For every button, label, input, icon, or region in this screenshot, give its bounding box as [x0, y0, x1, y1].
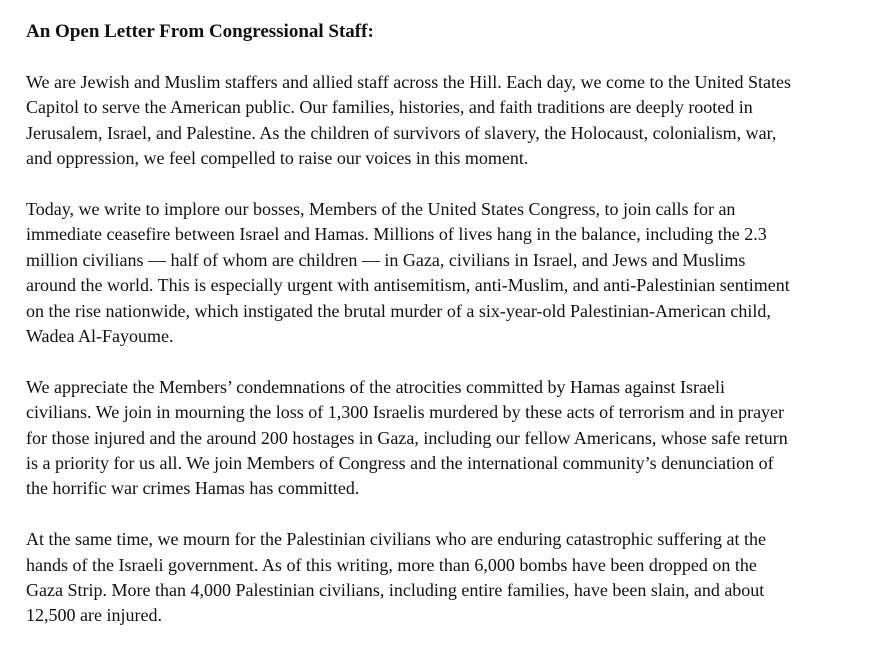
text-line: 12,500 are injured.	[26, 605, 162, 626]
text-line: on the rise nationwide, which instigated the brutal murder of a six-year-old Palestinian-American child,	[26, 300, 771, 321]
paragraph-ceasefire-call	[26, 197, 856, 349]
text-line: is a priority for us all. We join Members of Congress and the international community’s denunciation of	[26, 453, 774, 474]
text-line: around the world. This is especially urgent with antisemitism, anti-Muslim, and anti-Palestinian sentiment	[26, 275, 790, 296]
text-line: and oppression, we feel compelled to raise our voices in this moment.	[26, 148, 529, 169]
text-line: We are Jewish and Muslim staffers and allied staff across the Hill. Each day, we come to the United States	[26, 72, 791, 92]
text-line: Gaza Strip. More than 4,000 Palestinian civilians, including entire families, have been slain, and about	[26, 580, 765, 601]
paragraph-intro	[26, 70, 856, 172]
text-line: hands of the Israeli government. As of this writing, more than 6,000 bombs have been dropped on the	[26, 554, 757, 575]
letter-title: An Open Letter From Congressional Staff:	[26, 21, 374, 42]
text-line: for those injured and the around 200 hostages in Gaza, including our fellow Americans, whose safe return	[26, 427, 788, 448]
text-line: At the same time, we mourn for the Palestinian civilians who are enduring catastrophic suffering at the	[26, 529, 766, 550]
text-line: civilians. We join in mourning the loss of 1,300 Israelis murdered by these acts of terrorism and in prayer	[26, 402, 785, 423]
paragraph-palestinian-civilians	[26, 527, 856, 629]
text-line: immediate ceasefire between Israel and Hamas. Millions of lives hang in the balance, including the 2.3	[26, 224, 767, 245]
text-line: We appreciate the Members’ condemnations of the atrocities committed by Hamas against Israeli	[26, 376, 725, 397]
text-line: the horrific war crimes Hamas has committed.	[26, 478, 360, 499]
text-line: Wadea Al-Fayoume.	[26, 326, 174, 347]
paragraph-condemnation	[26, 375, 856, 502]
text-line: Jerusalem, Israel, and Palestine. As the children of survivors of slavery, the Holocaust, colonialism, war,	[26, 122, 777, 143]
text-line: Today, we write to implore our bosses, Members of the United States Congress, to join calls for an	[26, 199, 736, 220]
text-line: million civilians — half of whom are children — in Gaza, civilians in Israel, and Jews and Muslims	[26, 249, 746, 270]
text-line: Capitol to serve the American public. Our families, histories, and faith traditions are deeply rooted in	[26, 97, 753, 118]
